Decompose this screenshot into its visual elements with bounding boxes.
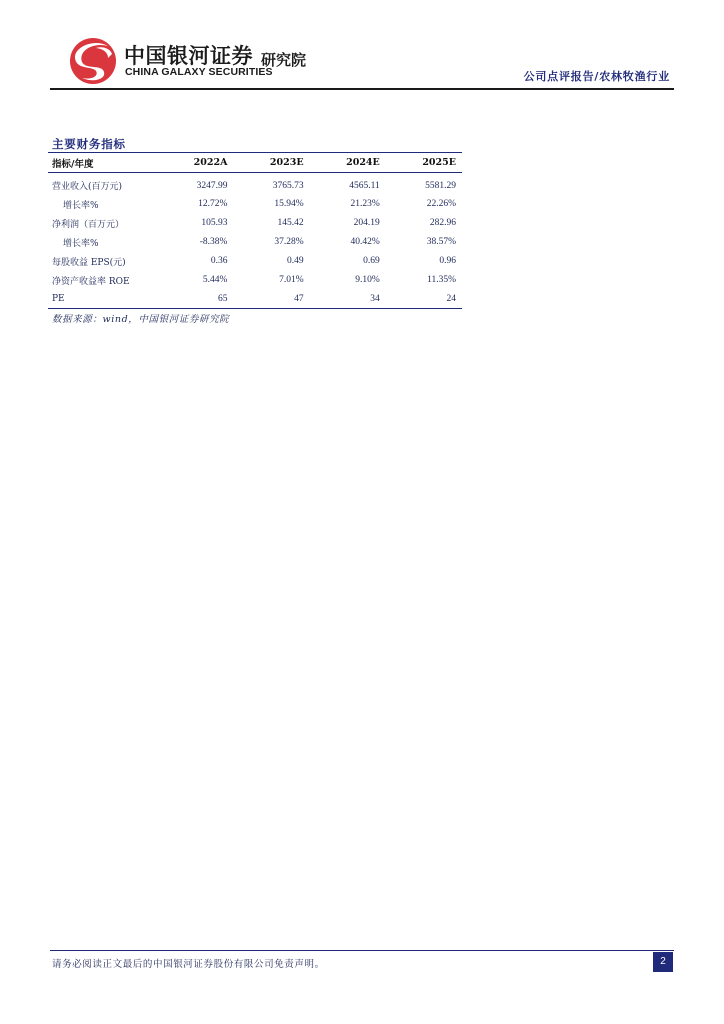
header-cell: 指标/年度 [52, 158, 94, 170]
logo-institute: 研究院 [261, 51, 307, 69]
table-cell: 24 [446, 293, 456, 304]
table-header-row [48, 153, 462, 173]
header-cell: 2024E [346, 157, 380, 168]
page-header [50, 30, 674, 90]
financial-indicators-table [48, 152, 462, 309]
table-cell: 34 [370, 293, 380, 304]
table-cell: 38.57% [426, 237, 456, 247]
row-label: 增长率% [63, 200, 99, 211]
table-cell: 3247.99 [196, 180, 228, 191]
table-cell: 37.28% [274, 237, 304, 247]
row-label: 营业收入(百万元) [52, 182, 123, 193]
table-cell: 0.69 [363, 256, 380, 266]
table-cell: 7.01% [279, 275, 304, 285]
table-row [48, 173, 462, 195]
row-label: 净利润（百万元） [52, 219, 125, 230]
table-cell: 5.44% [202, 275, 228, 285]
section-title: 主要财务指标 [52, 137, 126, 151]
table-cell: 145.42 [277, 218, 304, 228]
table-cell: 5581.29 [425, 180, 456, 191]
logo-english-name: CHINA GALAXY SECURITIES [125, 66, 273, 78]
header-divider [50, 88, 674, 90]
table-cell: 11.35% [427, 275, 456, 285]
page-number: 2 [653, 952, 673, 972]
table-row [48, 233, 462, 252]
table-cell: 0.49 [286, 256, 304, 266]
table-cell: -8.38% [199, 237, 228, 247]
footer-disclaimer: 请务必阅读正文最后的中国银河证券股份有限公司免责声明。 [52, 959, 325, 970]
table-cell: 0.96 [439, 256, 456, 266]
table-cell: 3765.73 [272, 180, 304, 191]
logo-chinese-name: 中国银河证券 [124, 44, 253, 68]
table-row [48, 252, 462, 271]
table-cell: 47 [294, 293, 304, 304]
header-cell: 2022A [193, 157, 228, 168]
table-row [48, 195, 462, 214]
report-type: 公司点评报告/农林牧渔行业 [523, 70, 670, 83]
data-source-note: 数据来源：wind，中国银河证券研究院 [52, 314, 230, 325]
table-row [48, 271, 462, 290]
table-cell: 22.26% [426, 199, 456, 209]
table-cell: 15.94% [274, 199, 304, 209]
table-cell: 282.96 [429, 218, 456, 228]
row-label: 净资产收益率 ROE [52, 276, 130, 287]
row-label: PE [52, 293, 65, 304]
footer-divider [50, 950, 674, 951]
table-cell: 65 [217, 293, 228, 304]
table-cell: 21.23% [350, 199, 380, 209]
table-row [48, 214, 462, 233]
row-label: 每股收益 EPS(元) [52, 257, 126, 268]
table-cell: 204.19 [353, 218, 380, 228]
table-cell: 105.93 [201, 218, 228, 228]
header-cell: 2023E [269, 157, 304, 168]
table-row [48, 290, 462, 309]
table-cell: 0.36 [210, 256, 228, 266]
table-cell: 40.42% [350, 237, 380, 247]
row-label: 增长率% [63, 238, 99, 249]
table-cell: 4565.11 [349, 180, 380, 191]
galaxy-logo-icon [68, 36, 118, 86]
table-cell: 9.10% [355, 275, 380, 285]
table-cell: 12.72% [198, 199, 228, 209]
header-cell: 2025E [422, 157, 456, 168]
